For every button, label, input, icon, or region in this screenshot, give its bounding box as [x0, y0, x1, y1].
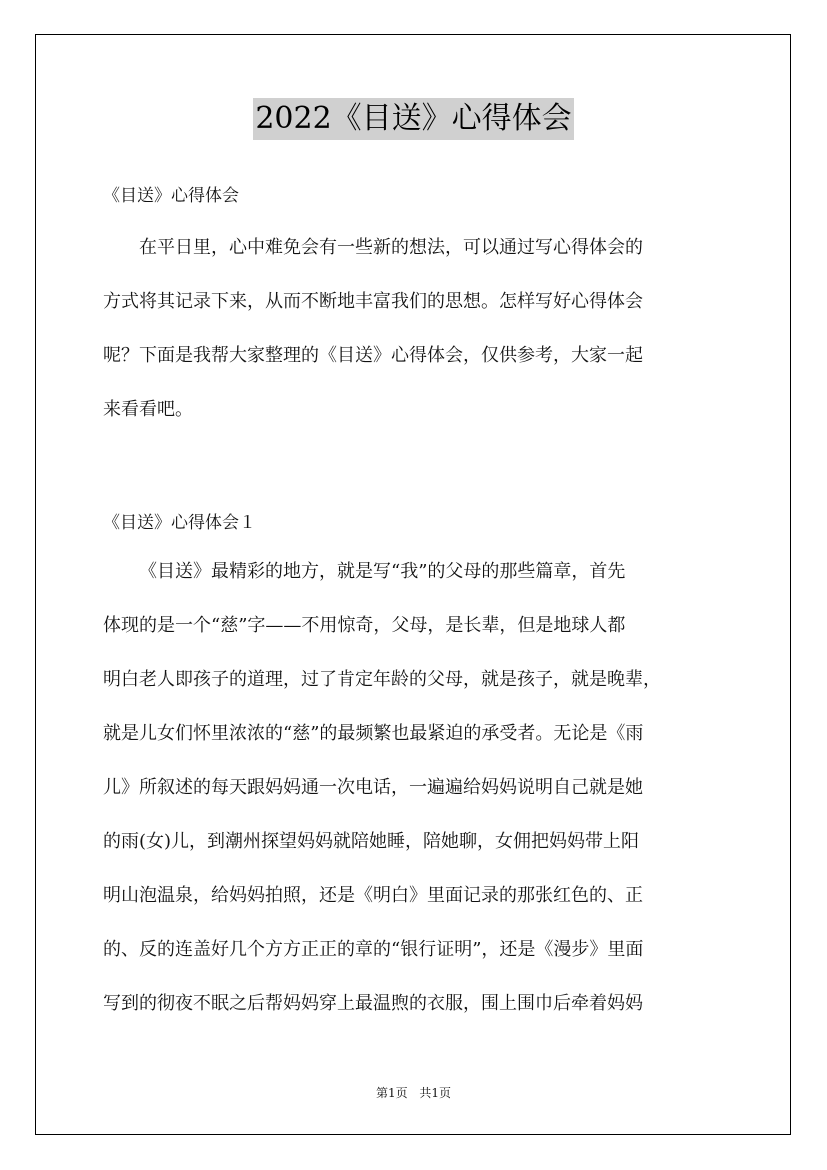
- paragraph-line: 写到的彻夜不眠之后帮妈妈穿上最温煦的衣服，围上围巾后牵着妈妈: [103, 993, 643, 1014]
- paragraph-line: 呢？下面是我帮大家整理的《目送》心得体会，仅供参考，大家一起: [103, 345, 643, 366]
- paragraph-line: 明山泡温泉，给妈妈拍照，还是《明白》里面记录的那张红色的、正: [103, 885, 643, 906]
- paragraph-line: 方式将其记录下来，从而不断地丰富我们的思想。怎样写好心得体会: [103, 291, 643, 312]
- title-container: [0, 98, 827, 140]
- section-heading: 《目送》心得体会１: [103, 513, 256, 533]
- document-title: 2022《目送》心得体会: [253, 98, 573, 140]
- paragraph-line: 来看看吧。: [103, 399, 193, 420]
- page-number-current: 第1页: [375, 1086, 408, 1100]
- paragraph-line: 的雨(女)儿，到潮州探望妈妈就陪她睡，陪她聊，女佣把妈妈带上阳: [103, 831, 640, 852]
- section-paragraph: [103, 545, 728, 1031]
- page-footer: [0, 1084, 827, 1101]
- page-number-total: 共1页: [419, 1086, 452, 1100]
- paragraph-line: 在平日里，心中难免会有一些新的想法，可以通过写心得体会的: [139, 237, 643, 258]
- paragraph-line: 的、反的连盖好几个方方正正的章的“银行证明”，还是《漫步》里面: [103, 939, 644, 960]
- paragraph-line: 《目送》最精彩的地方，就是写“我”的父母的那些篇章，首先: [139, 561, 626, 582]
- main-heading: 《目送》心得体会: [103, 186, 239, 206]
- intro-paragraph: [103, 221, 728, 437]
- paragraph-line: 体现的是一个“慈”字——不用惊奇，父母，是长辈，但是地球人都: [103, 615, 626, 636]
- paragraph-line: 就是儿女们怀里浓浓的“慈”的最频繁也最紧迫的承受者。无论是《雨: [103, 723, 644, 744]
- paragraph-line: 儿》所叙述的每天跟妈妈通一次电话，一遍遍给妈妈说明自己就是她: [103, 777, 643, 798]
- paragraph-line: 明白老人即孩子的道理，过了肯定年龄的父母，就是孩子，就是晚辈，: [103, 669, 661, 690]
